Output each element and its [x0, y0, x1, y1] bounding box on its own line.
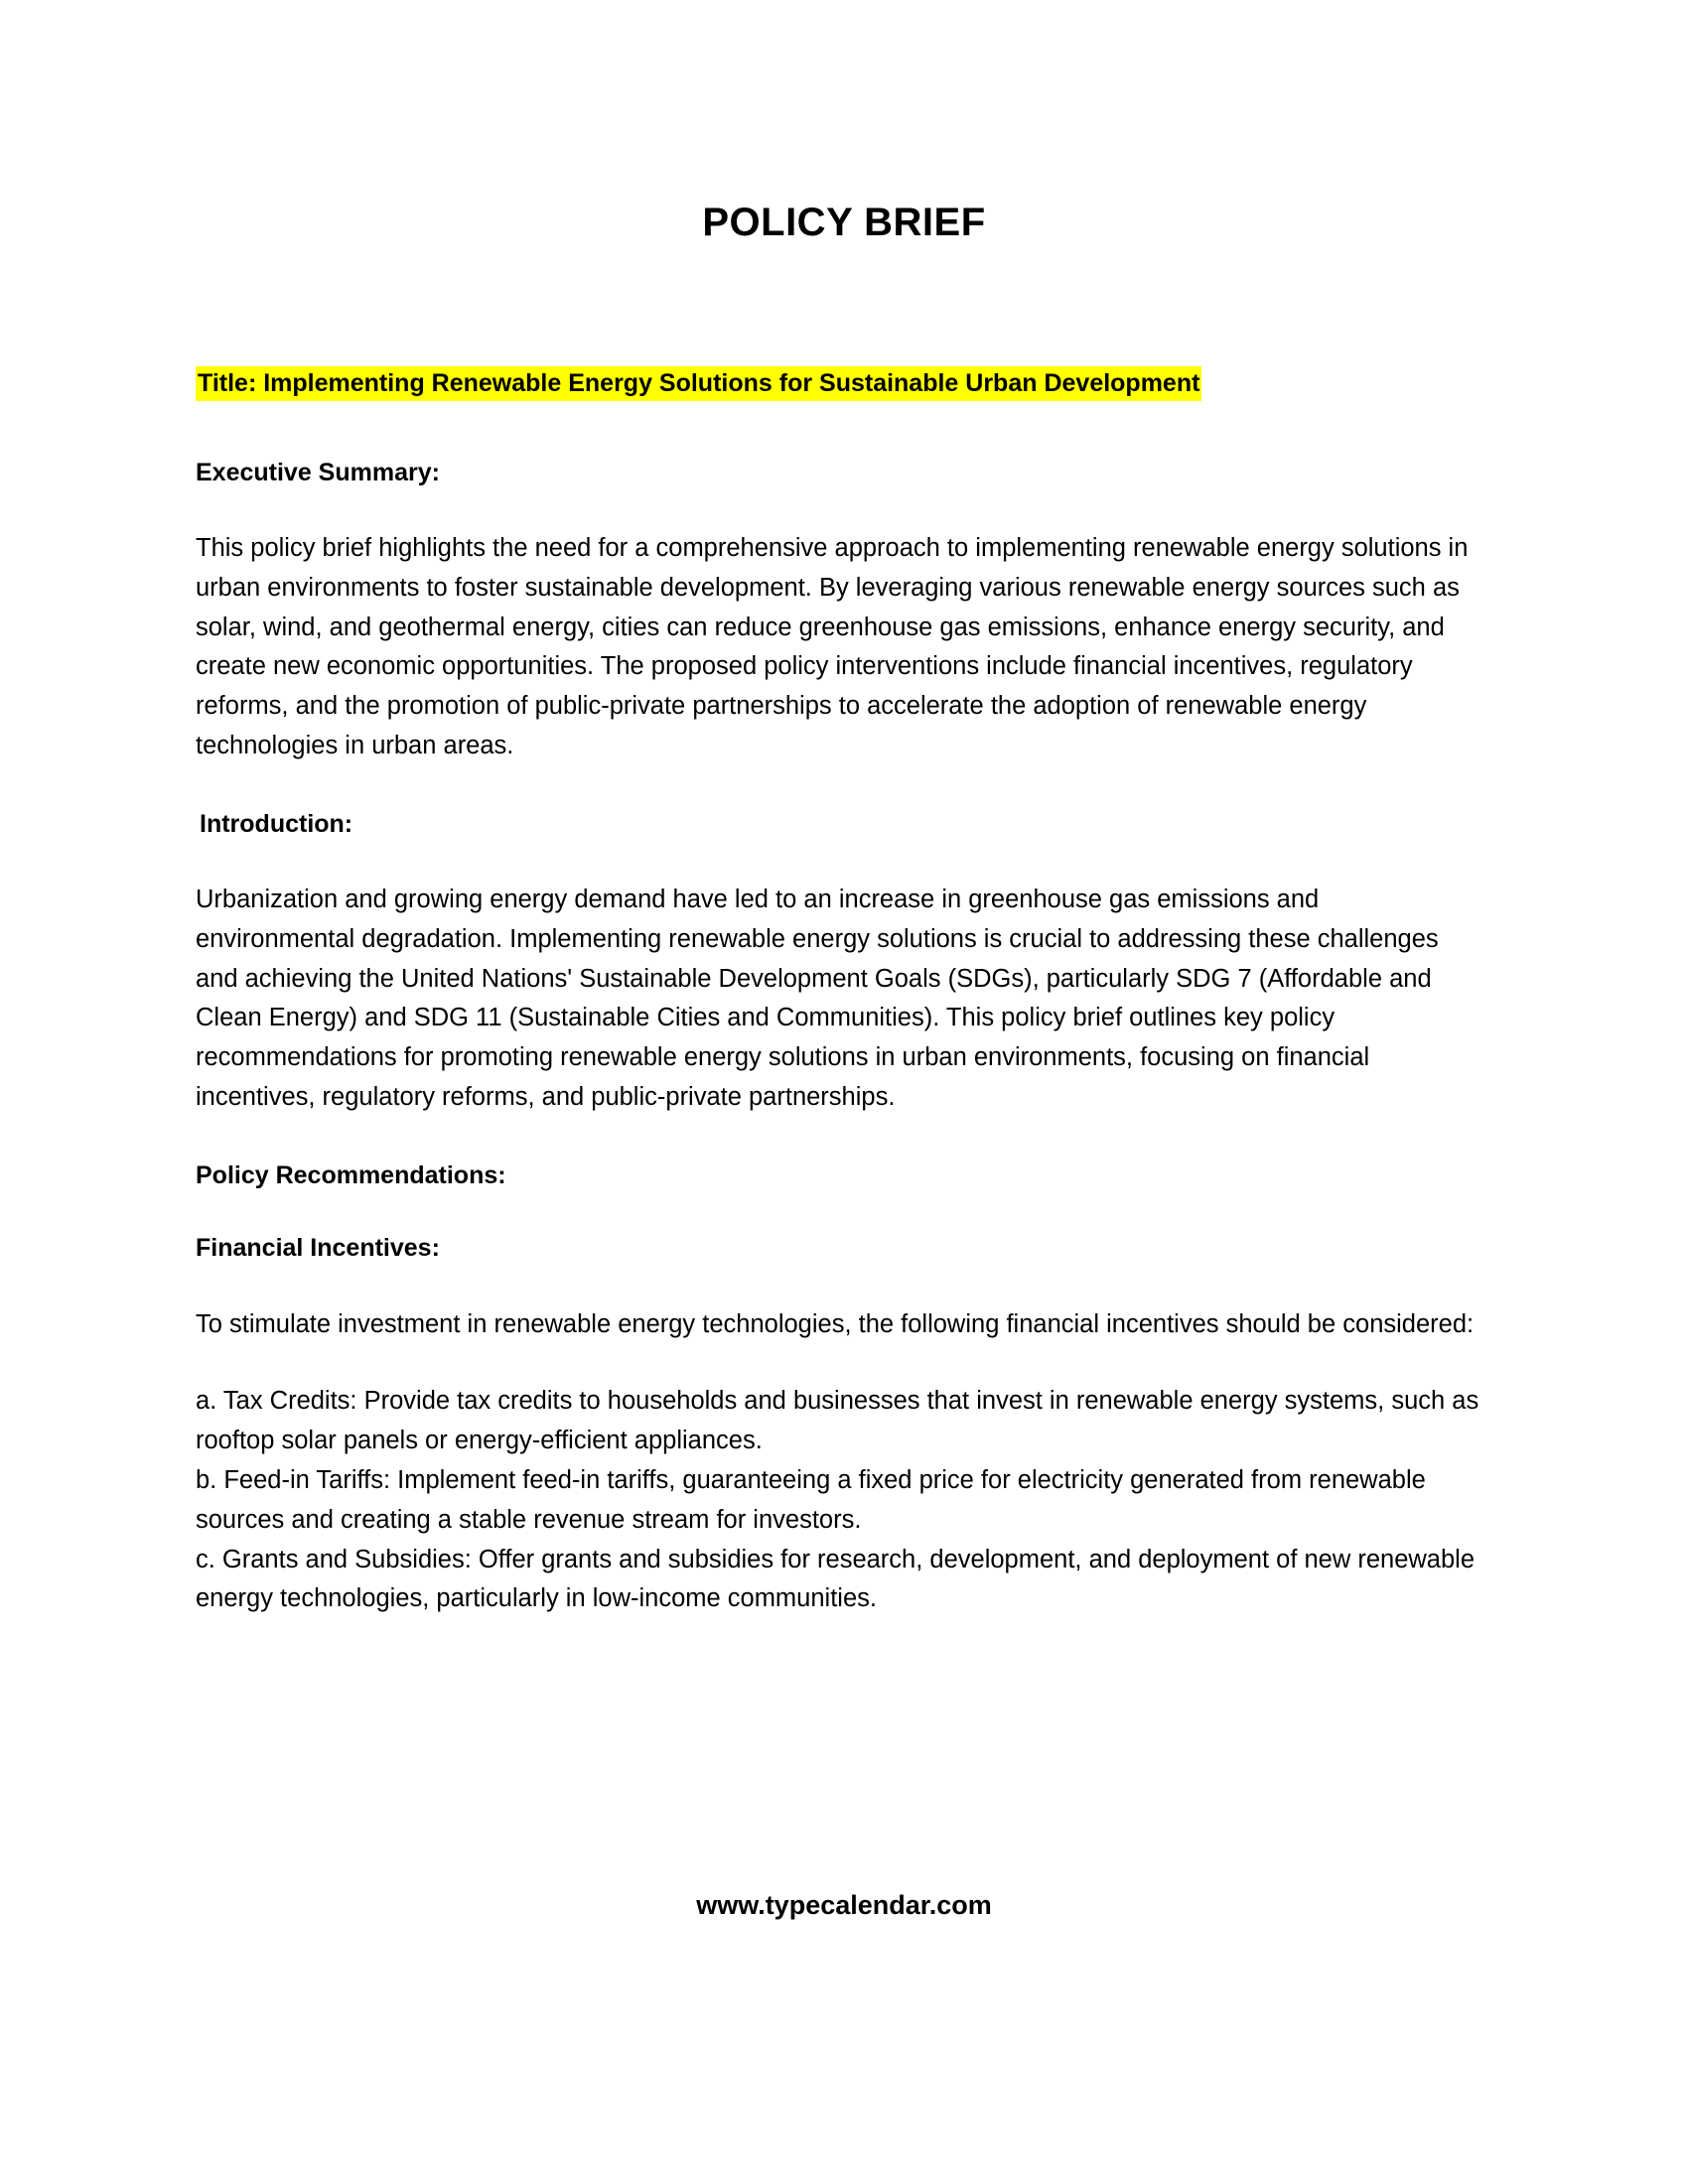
heading-financial-incentives: Financial Incentives:	[196, 1234, 440, 1263]
brief-title-highlight: Title: Implementing Renewable Energy Solutions for Sustainable Urban Development	[196, 366, 1201, 401]
list-item: b. Feed-in Tariffs: Implement feed-in tariffs, guaranteeing a fixed price for electricity generated from renewable sources and creating a stable revenue stream for investors.	[196, 1465, 1426, 1534]
paragraph-financial-incentives-intro: To stimulate investment in renewable energy technologies, the following financial incentives should be considered:	[196, 1309, 1475, 1338]
brief-title-line	[196, 365, 1481, 403]
list-item: a. Tax Credits: Provide tax credits to households and businesses that invest in renewable energy systems, such as rooftop solar panels or energy-efficient appliances.	[196, 1387, 1479, 1455]
heading-introduction: Introduction:	[200, 809, 353, 838]
heading-policy-recommendations: Policy Recommendations:	[196, 1160, 506, 1189]
heading-executive-summary: Executive Summary:	[196, 458, 440, 486]
paragraph-introduction: Urbanization and growing energy demand have led to an increase in greenhouse gas emissions and environmental degradation. Implementing renewable energy solutions is crucial to addressing these challenges and achieving the United Nations' Sustainable Development Goals (SDGs), particularly SDG 7 (Affordable and Clean Energy) and SDG 11 (Sustainable Cities and Communities). This policy brief outlines key policy recommendations for promoting renewable energy solutions in urban environments, focusing on financial incentives, regulatory reforms, and public-private partnerships.	[196, 886, 1439, 1111]
document-body	[196, 365, 1481, 1619]
document-title: POLICY BRIEF	[702, 201, 986, 244]
footer-website: www.typecalendar.com	[696, 1890, 992, 1920]
incentive-list	[196, 1382, 1481, 1619]
paragraph-executive-summary: This policy brief highlights the need for a comprehensive approach to implementing renewable energy solutions in urban environments to foster sustainable development. By leveraging various renewable energy sources such as solar, wind, and geothermal energy, cities can reduce greenhouse gas emissions, enhance energy security, and create new economic opportunities. The proposed policy interventions include financial incentives, regulatory reforms, and the promotion of public-private partnerships to accelerate the adoption of renewable energy technologies in urban areas.	[196, 534, 1469, 759]
list-item: c. Grants and Subsidies: Offer grants and subsidies for research, development, and deployment of new renewable energy technologies, particularly in low-income communities.	[196, 1545, 1476, 1613]
